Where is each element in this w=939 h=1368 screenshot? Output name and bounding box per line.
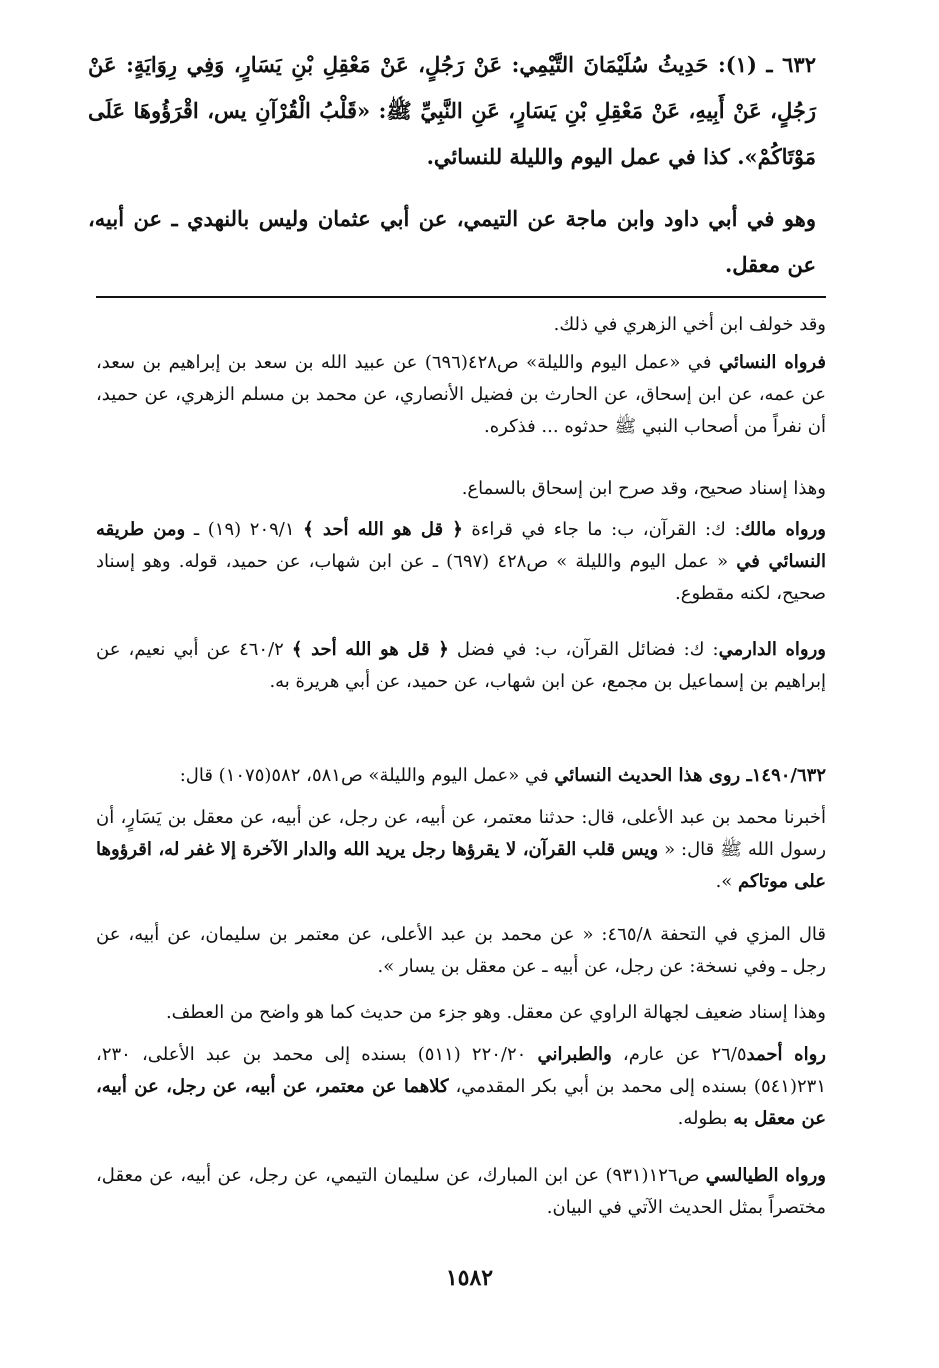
footnote-paragraph: أخبرنا محمد بن عبد الأعلى، قال: حدثنا معتمر، عن أبيه، عن رجل، عن أبيه، عن معقل بن يَسَارٍ، أن رسول الله ﷺ قال: « ويس قلب القرآن، لا يقرؤها رجل يريد الله والدار الآخرة إلا غفر له، اقرؤوها على موتاكم ».: [96, 807, 827, 892]
quran-citation: ﴿ قل هو الله أحد ﴾: [303, 519, 463, 540]
chain-summary: كلاهما عن معتمر، عن أبيه، عن رجل، عن أبيه، عن معقل به: [96, 1076, 826, 1129]
source-name: والطبراني: [537, 1044, 612, 1065]
footnote-paragraph: ورواه الدارمي: ك: فضائل القرآن، ب: في فضل ﴿ قل هو الله أحد ﴾ ٤٦٠/٢ عن أبي نعيم، عن إبراهيم بن إسماعيل بن مجمع، عن ابن شهاب، عن حميد، عن أبي هريرة به.: [96, 639, 827, 692]
divider-line: [96, 296, 826, 298]
footnote-paragraph: وقد خولف ابن أخي الزهري في ذلك.: [553, 314, 826, 335]
source-name: فرواه النسائي: [718, 352, 826, 373]
source-name: ورواه الدارمي: [718, 639, 827, 660]
footnote-paragraph: وهذا إسناد صحيح، وقد صرح ابن إسحاق بالسماع.: [461, 478, 826, 499]
page-number: ١٥٨٢: [445, 1265, 494, 1291]
source-name: رواه أحمد: [746, 1044, 826, 1065]
footnote-paragraph: فرواه النسائي في «عمل اليوم والليلة» ص٤٢٨(٦٩٦) عن عبيد الله بن سعد بن إبراهيم بن سعد، عن عمه، عن ابن إسحاق، عن الحارث بن فضيل الأنصاري، عن محمد بن مسلم الزهري، عن حميد، أن نفراً من أصحاب النبي ﷺ حدثوه ... فذكره.: [96, 352, 826, 437]
hadith-quote: ويس قلب القرآن، لا يقرؤها رجل يريد الله والدار الآخرة إلا غفر له، اقرؤوها على موتاكم: [96, 839, 826, 892]
footnote-paragraph: وهذا إسناد ضعيف لجهالة الراوي عن معقل. وهو جزء من حديث كما هو واضح من العطف.: [165, 1002, 826, 1023]
source-name: ورواه الطيالسي: [705, 1165, 826, 1186]
source-name: ومن طريقه النسائي في: [96, 519, 826, 572]
hadith-number: ١٤٩٠/٦٣٢ـ روى هذا الحديث النسائي: [554, 765, 826, 786]
hadith-text: ٦٣٢ ـ (١): حَدِيثُ سُلَيْمَانَ التَّيْمِي: عَنْ رَجُلٍ، عَنْ مَعْقِلِ بْنِ يَسَارٍ، وَفِي رِوَايَةٍ: عَنْ رَجُلٍ، عَنْ أَبِيهِ، عَنْ مَعْقِلِ بْنِ يَسَارٍ، عَنِ النَّبِيِّ ﷺ: «قَلْبُ الْقُرْآنِ يس، اقْرَؤُوهَا عَلَى مَوْتَاكُمْ». كذا في عمل اليوم والليلة للنسائي.: [88, 52, 816, 169]
footnote-paragraph: ورواه الطيالسي ص١٢٦(٩٣١) عن ابن المبارك، عن سليمان التيمي، عن رجل، عن أبيه، عن معقل، مختصراً بمثل الحديث الآتي في البيان.: [96, 1165, 826, 1218]
section-heading: ١٤٩٠/٦٣٢ـ روى هذا الحديث النسائي في «عمل اليوم والليلة» ص٥٨١، ٥٨٢(١٠٧٥) قال:: [179, 765, 826, 786]
footnote-paragraph: ورواه مالك: ك: القرآن، ب: ما جاء في قراءة ﴿ قل هو الله أحد ﴾ ٢٠٩/١ (١٩) ـ ومن طريقه النسائي في « عمل اليوم والليلة » ص٤٢٨ (٦٩٧) ـ عن ابن شهاب، عن حميد، قوله. وهو إسناد صحيح، لكنه مقطوع.: [96, 519, 827, 604]
quran-citation: ﴿ قل هو الله أحد ﴾: [291, 639, 449, 660]
source-name: ورواه مالك: [740, 519, 827, 540]
footnote-paragraph: قال المزي في التحفة ٤٦٥/٨: « عن محمد بن عبد الأعلى، عن معتمر بن سليمان، عن أبيه، عن رجل ـ وفي نسخة: عن رجل، عن أبيه ـ عن معقل بن يسار ».: [96, 924, 826, 977]
hadith-source-note: وهو في أبي داود وابن ماجة عن التيمي، عن أبي عثمان وليس بالنهدي ـ عن أبيه، عن معقل.: [88, 206, 816, 277]
footnote-paragraph: رواه أحمد٢٦/٥ عن عارم، والطبراني ٢٢٠/٢٠ (٥١١) بسنده إلى محمد بن عبد الأعلى، ٢٣٠، ٢٣١(٥٤١) بسنده إلى محمد بن أبي بكر المقدمي، كلاهما عن معتمر، عن أبيه، عن رجل، عن أبيه، عن معقل به بطوله.: [96, 1044, 826, 1129]
